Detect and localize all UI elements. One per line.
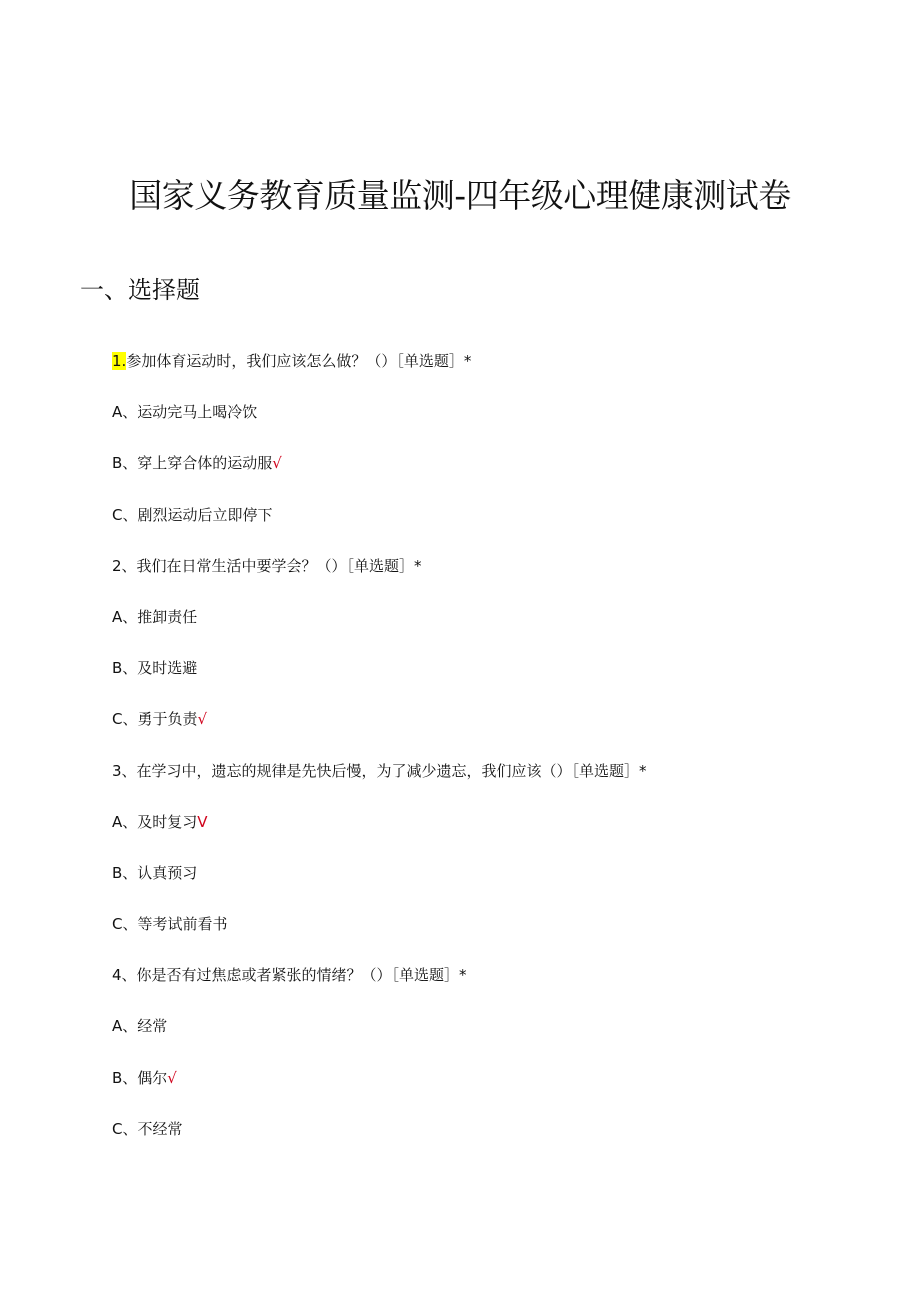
option-3c [112, 909, 872, 960]
question-number: 1. [112, 352, 127, 370]
option-4a [112, 1011, 872, 1062]
option-2b [112, 653, 872, 704]
question-2 [112, 551, 872, 602]
question-1 [112, 346, 872, 397]
option-label: A、运动完马上喝冷饮 [112, 403, 258, 422]
quiz-list [112, 346, 872, 1165]
option-3b [112, 858, 872, 909]
option-label: B、偶尔 [112, 1068, 168, 1087]
option-label: C、勇于负责 [112, 710, 198, 729]
check-mark: √ [197, 710, 208, 729]
option-label: B、穿上穿合体的运动服 [112, 454, 273, 473]
option-4c [112, 1114, 872, 1165]
check-mark: V [197, 812, 208, 831]
option-2c [112, 704, 872, 755]
option-4b [112, 1063, 872, 1114]
question-text: 我们在日常生活中要学会？（）［单选题］* [136, 556, 422, 575]
check-mark: √ [167, 1068, 177, 1087]
question-number: 3、 [112, 761, 137, 780]
option-1a [112, 397, 872, 448]
page-title: 国家义务教育质量监测-四年级心理健康测试卷 [129, 176, 791, 215]
question-text: 参加体育运动时，我们应该怎么做？（）［单选题］* [126, 352, 472, 370]
check-mark: √ [272, 454, 282, 473]
option-label: B、认真预习 [112, 863, 198, 882]
option-label: A、经常 [112, 1017, 168, 1036]
option-label: C、不经常 [112, 1119, 183, 1138]
option-3a [112, 807, 872, 858]
option-1c [112, 500, 872, 551]
question-text: 你是否有过焦虑或者紧张的情绪？（）［单选题］* [136, 966, 467, 985]
option-label: A、及时复习 [112, 812, 198, 831]
option-label: A、推卸责任 [112, 607, 198, 626]
option-label: C、等考试前看书 [112, 915, 228, 934]
question-text: 在学习中，遗忘的规律是先快后慢，为了减少遗忘，我们应该（）［单选题］* [136, 761, 647, 780]
question-number: 4、 [112, 966, 137, 985]
option-label: C、剧烈运动后立即停下 [112, 505, 273, 524]
option-2a [112, 602, 872, 653]
question-number: 2、 [112, 556, 137, 575]
question-3 [112, 756, 872, 807]
question-4 [112, 960, 872, 1011]
option-1b [112, 448, 872, 499]
option-label: B、及时选避 [112, 659, 198, 678]
section-heading: 一、选择题 [80, 276, 200, 304]
